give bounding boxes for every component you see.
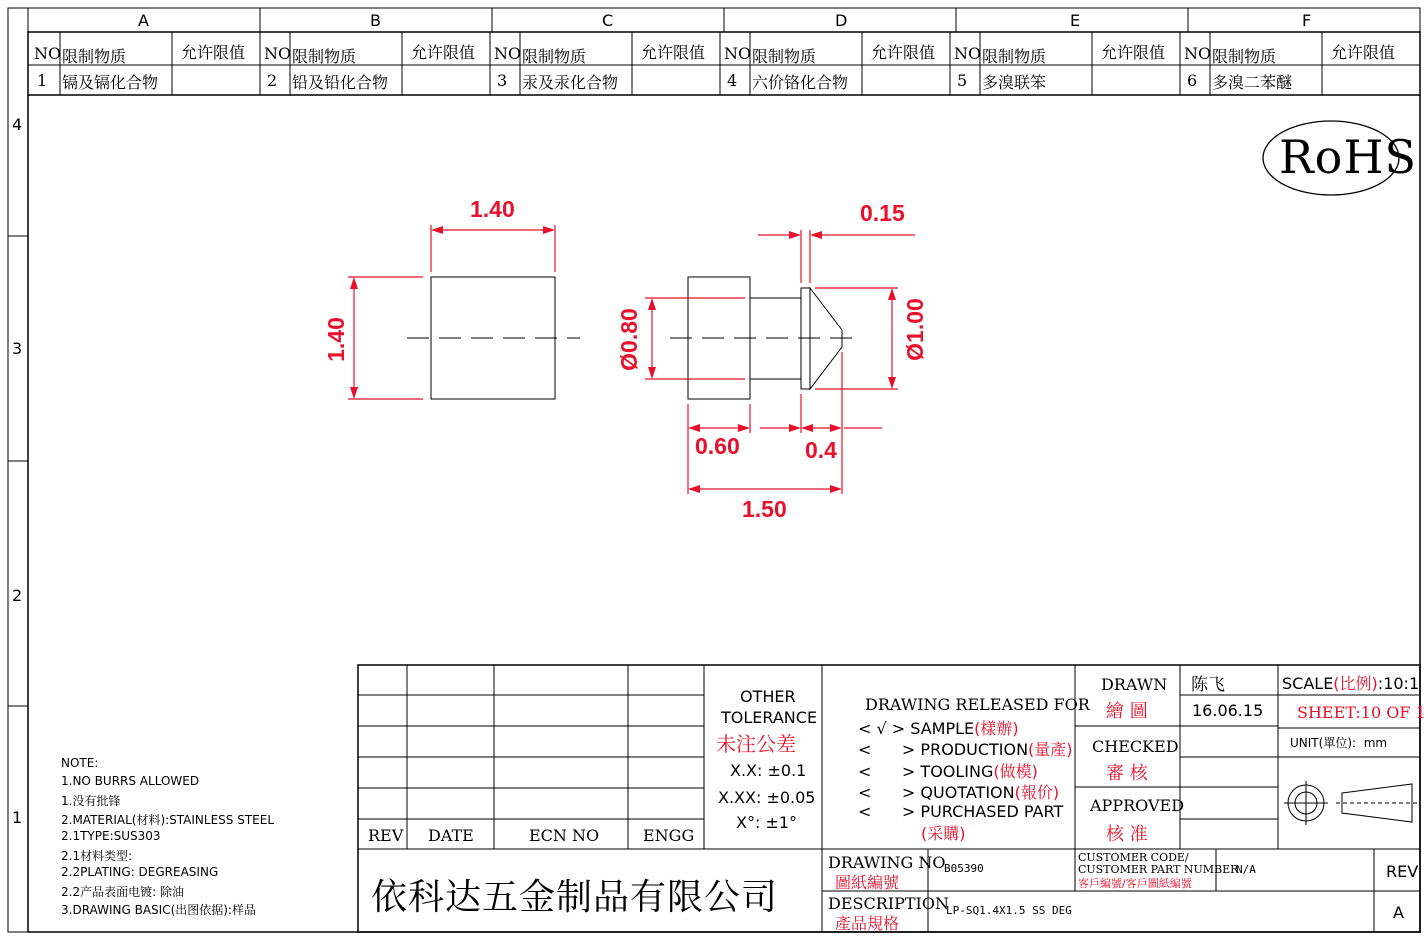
release-label-cn: (樣辦) [974,719,1019,738]
approved-label: APPROVED [1090,796,1185,815]
description-value: LP-SQ1.4X1.5 SS DEG [946,904,1072,917]
note-line: 2.2PLATING: DEGREASING [61,865,219,879]
substance-no: 1 [37,71,48,90]
drawn-by-name: 陈飞 [1191,675,1225,695]
zone-col-c: C [602,11,614,30]
zone-col-e: E [1070,11,1081,30]
header-limit: 允许限值 [181,43,246,62]
customer-part-number-value: N/A [1236,863,1256,876]
header-no: NO [494,44,522,63]
drawing-no-value: B05390 [944,862,984,875]
header-substance: 限制物质 [982,47,1047,66]
tolerance-one-decimal: X.X: ±0.1 [730,761,807,780]
tolerance-title-line1: OTHER [740,687,796,706]
drawn-label: DRAWN [1101,675,1168,694]
drawing-no-label: DRAWING NO [828,853,946,872]
dimension-head-diameter-label: Ø1.00 [901,298,928,361]
header-no: NO [1184,44,1212,63]
release-checkbox: < > [858,762,916,781]
note-line: 2.1TYPE:SUS303 [61,829,161,843]
tolerance-title-cn: 未注公差 [716,732,796,756]
release-label: QUOTATION [920,783,1015,802]
unit-value: : mm [1352,736,1388,750]
header-no: NO [724,44,752,63]
drawn-date: 16.06.15 [1192,701,1264,720]
header-substance: 限制物质 [62,47,127,66]
release-purchased-cn: (采購) [921,824,966,843]
note-line: 3.DRAWING BASIC(出图依据):样品 [61,903,256,917]
release-label-cn: (量產) [1028,740,1073,759]
header-limit: 允许限值 [641,43,706,62]
dimension-height-label: 1.40 [322,317,349,362]
release-checkbox: < > [858,802,916,821]
customer-code-label: CUSTOMER CODE/ [1078,851,1189,864]
dimension-total-length-label: 1.50 [742,496,787,522]
zone-row-1: 1 [12,808,23,827]
zone-col-a: A [138,11,149,30]
header-substance: 限制物质 [1212,47,1277,66]
header-substance: 限制物质 [522,47,587,66]
zone-col-d: D [835,11,848,30]
header-limit: 允许限值 [1101,43,1166,62]
release-item-sample [858,716,1019,739]
date-header: DATE [428,826,474,845]
zone-row-2: 2 [12,586,23,605]
release-checkbox: < > [858,783,916,802]
header-substance: 限制物质 [752,47,817,66]
substance-name: 多溴二苯醚 [1212,73,1293,92]
release-checkbox: < > [858,740,916,759]
scale-field [1282,671,1419,694]
substance-name: 镉及镉化合物 [62,73,159,92]
release-label-cn: (做模) [993,762,1038,781]
scale-value: :10:1 [1377,674,1420,693]
note-line: 1.没有批锋 [61,794,121,808]
customer-part-number-label: CUSTOMER PART NUMBER [1078,863,1239,876]
header-no: NO [34,44,62,63]
sheet-number: SHEET:10 OF 1 [1297,703,1426,722]
note-line: 2.1材料类型: [61,849,133,863]
release-label: PRODUCTION [920,740,1029,759]
unit-label: UNIT [1290,736,1319,750]
checked-label-cn: 審 核 [1106,763,1148,784]
header-no: NO [264,44,292,63]
zone-col-f: F [1302,11,1312,30]
rev-label: REV [1386,862,1419,881]
ecn-header: ECN NO [529,826,600,845]
tolerance-angle: X°: ±1° [736,813,798,832]
checked-label: CHECKED [1092,737,1179,756]
zone-col-b: B [370,11,381,30]
note-line: 1.NO BURRS ALLOWED [61,774,200,788]
release-item-production [858,737,1073,760]
substance-no: 3 [497,71,508,90]
unit-field [1290,734,1387,751]
release-label: TOOLING [920,762,994,781]
release-label-cn: (報价) [1014,783,1060,802]
header-substance: 限制物质 [292,47,357,66]
substance-name: 六价铬化合物 [752,73,849,92]
description-label: DESCRIPTION [828,894,949,913]
release-label: PURCHASED PART [920,802,1064,821]
description-label-cn: 產品規格 [835,914,900,933]
projection-symbol-icon [1284,781,1418,825]
drawn-label-cn: 繪 圖 [1106,701,1148,722]
release-item-tooling [858,759,1038,782]
header-limit: 允许限值 [411,43,476,62]
dimension-width-label: 1.40 [470,196,515,222]
substance-no: 6 [1187,71,1198,90]
approved-label-cn: 核 准 [1106,824,1148,845]
unit-label-cn: (單位) [1318,736,1353,750]
zone-row-3: 3 [12,339,23,358]
scale-label-cn: (比例) [1333,674,1378,693]
release-checkbox: < √ > [858,719,906,738]
rev-header: REV [368,826,404,845]
note-line: NOTE: [61,756,99,770]
release-item-purchased-part [858,802,1063,821]
substance-no: 2 [267,71,278,90]
substance-name: 多溴联笨 [982,73,1047,92]
note-line: 2.MATERIAL(材料):STAINLESS STEEL [61,813,275,827]
customer-label-cn: 客戶編號/客戶圖紙編號 [1078,877,1192,890]
release-title: DRAWING RELEASED FOR [865,695,1090,714]
dimension-head-length-label: 0.4 [805,437,837,463]
tolerance-title-line2: TOLERANCE [721,708,818,727]
dimension-shaft-diameter-label: Ø0.80 [615,308,642,371]
scale-label: SCALE [1282,674,1334,693]
substance-name: 汞及汞化合物 [522,73,619,92]
release-label: SAMPLE [910,719,975,738]
rohs-label: RoHS [1279,130,1417,184]
drawing-no-label-cn: 圖紙編號 [835,873,900,892]
substance-name: 铅及铅化合物 [292,73,389,92]
dimension-flange-thickness-label: 0.15 [860,200,905,226]
substance-no: 4 [727,71,738,90]
header-limit: 允许限值 [1331,43,1396,62]
header-limit: 允许限值 [871,43,936,62]
tolerance-two-decimal: X.XX: ±0.05 [718,788,816,807]
release-item-quotation [858,780,1059,803]
company-name: 依科达五金制品有限公司 [371,877,779,918]
header-no: NO [954,44,982,63]
substance-no: 5 [957,71,968,90]
note-line: 2.2产品表面电镀: 除油 [61,885,184,899]
zone-row-4: 4 [12,115,23,134]
rev-value: A [1393,903,1404,922]
dimension-body-length-label: 0.60 [695,433,740,459]
engg-header: ENGG [643,826,695,845]
